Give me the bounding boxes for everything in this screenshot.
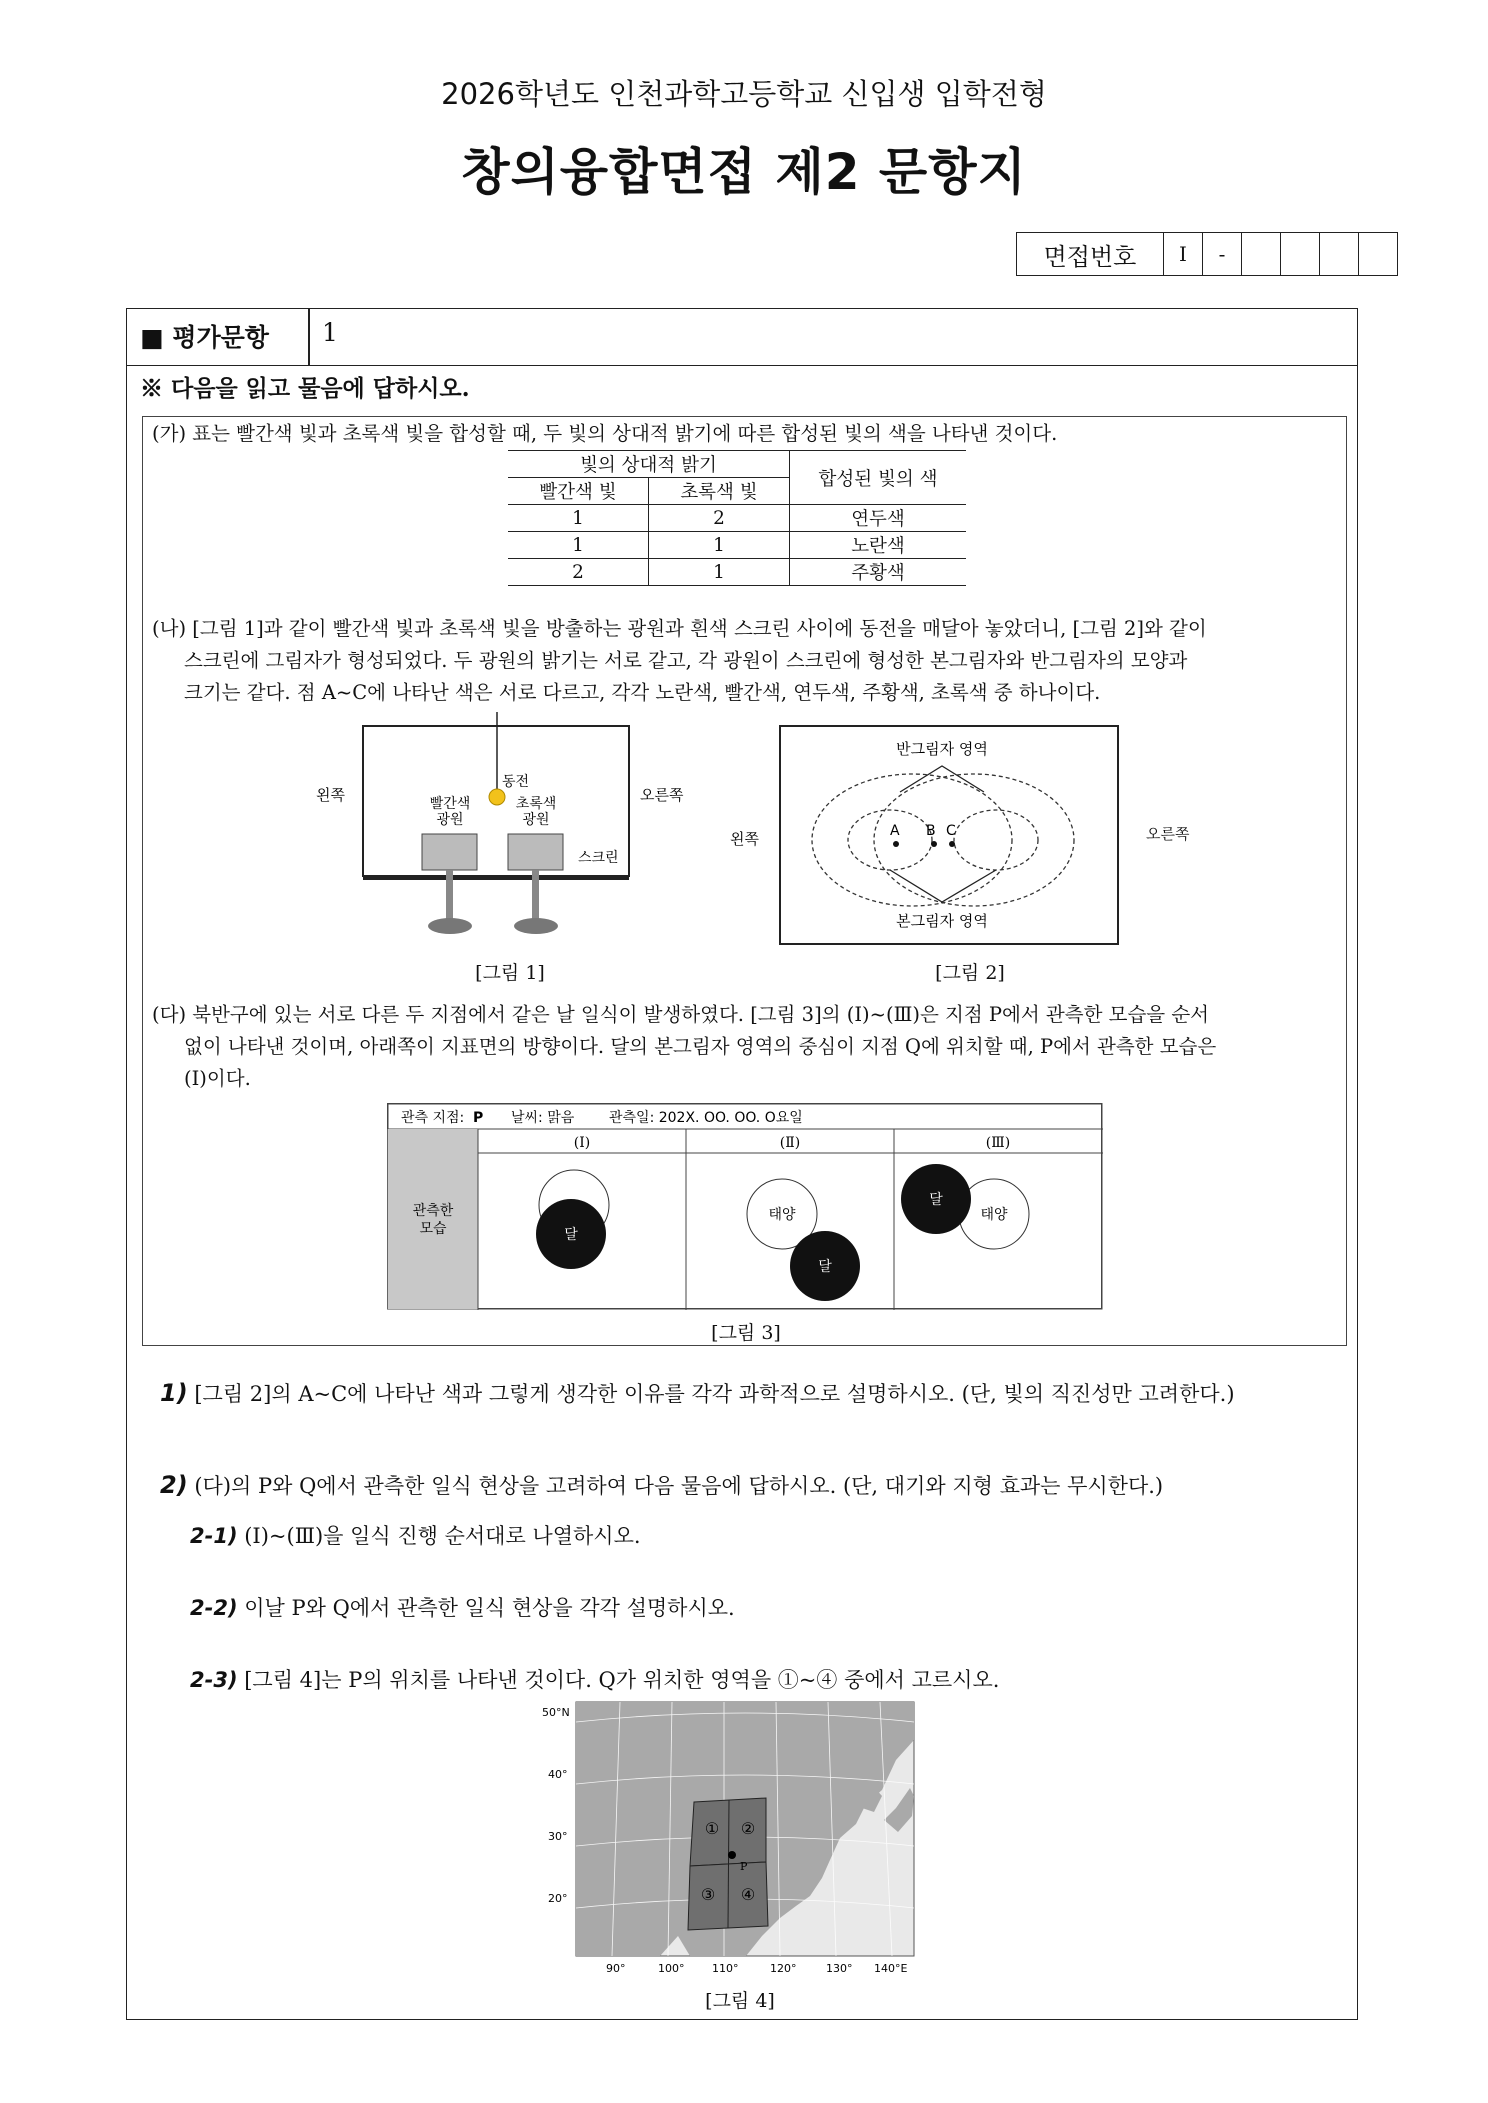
fig3-loc-value: P [473,1110,484,1126]
figure-2-caption: [그림 2] [935,962,1005,984]
passage-na-line1: (나) [그림 1]과 같이 빨간색 빛과 초록색 빛을 방출하는 광원과 흰색 스크린 사이에 동전을 매달아 놓았더니, [그림 2]와 같이 [152,617,1207,640]
region-1-label: ① [704,1819,720,1838]
fig2-left: 왼쪽 [730,830,759,848]
lon-130: 130° [826,1962,853,1975]
q1-text: [그림 2]의 A~C에 나타난 색과 그렇게 생각한 이유를 각각 과학적으로 설명하시오. (단, 빛의 직진성만 고려한다.) [194,1382,1235,1406]
figure-3-caption: [그림 3] [711,1322,781,1344]
id-cell-2: - [1202,233,1241,275]
fig3-row-label-2: 모습 [419,1221,447,1237]
q22-number: 2-2) [190,1596,238,1620]
figure-4 [540,1700,920,1980]
right-umbra [954,810,1038,870]
th-red: 빨간색 빛 [508,478,649,505]
fig3-date: 관측일: 202X. OO. OO. O요일 [609,1110,803,1126]
th-result: 합성된 빛의 색 [790,451,967,505]
id-label: 면접번호 [1043,242,1137,271]
label-a: A [890,823,900,839]
fig2-right: 오른쪽 [1146,825,1190,843]
point-p-label: P [740,1860,748,1873]
q23-text: [그림 4]는 P의 위치를 나타낸 것이다. Q가 위치한 영역을 ①~④ 중에서 고르시오. [244,1668,1000,1692]
fig3-col-3: (Ⅲ) [985,1135,1011,1151]
left-umbra [848,810,932,870]
question-header-row [126,308,1358,366]
figure-1 [300,712,720,948]
fig3-row-header-bg [388,1129,478,1309]
point-a [893,841,899,847]
passage-da-line3: (Ⅰ)이다. [184,1067,251,1090]
q22-text: 이날 P와 Q에서 관측한 일식 현상을 각각 설명하시오. [244,1596,735,1620]
fig3-col-2: (Ⅱ) [779,1135,801,1151]
fig3-weather: 날씨: 맑음 [511,1110,575,1126]
fig1-red-label-1: 빨간색 [429,796,471,812]
moon-3-label: 달 [929,1192,943,1208]
th-green: 초록색 빛 [680,482,758,503]
figure-4-caption: [그림 4] [705,1990,775,2012]
point-p [728,1851,736,1859]
id-cell-5 [1319,233,1358,275]
passage-na-line3: 크기는 같다. 점 A~C에 나타난 색은 서로 다르고, 각각 노란색, 빨간색, 연두색, 주황색, 초록색 중 하나이다. [184,681,1101,704]
q2-text: (다)의 P와 Q에서 관측한 일식 현상을 고려하여 다음 물음에 답하시오. (단, 대기와 지형 효과는 무시한다.) [194,1474,1164,1498]
lon-120: 120° [770,1962,797,1975]
lat-50: 50°N [542,1706,570,1719]
section-label: ■ 평가문항 [140,323,269,352]
moon-1-label: 달 [564,1227,578,1243]
green-light-source [508,834,563,870]
q23-number: 2-3) [190,1668,238,1692]
passage-da-line1: (다) 북반구에 있는 서로 다른 두 지점에서 같은 날 일식이 발생하였다. [그림 3]의 (Ⅰ)~(Ⅲ)은 지점 P에서 관측한 모습을 순서 [152,1003,1209,1026]
label-b: B [926,823,936,839]
th-brightness: 빛의 상대적 밝기 [508,451,790,478]
lat-40: 40° [548,1768,568,1781]
lon-140: 140°E [874,1962,908,1975]
fig1-screen-label: 스크린 [578,850,619,866]
cell-red: 1 [508,505,649,532]
cell-green: 1 [713,561,725,583]
label-c: C [946,823,956,839]
lon-100: 100° [658,1962,685,1975]
cell-result: 연두색 [790,505,967,532]
cell-green: 1 [713,534,725,556]
interview-number-box [1016,232,1398,276]
red-light-source [422,834,477,870]
passage-na-line2: 스크린에 그림자가 형성되었다. 두 광원의 밝기는 서로 같고, 각 광원이 스크린에 형성한 본그림자와 반그림자의 모양과 [184,649,1188,672]
exam-subtitle: 2026학년도 인천과학고등학교 신입생 입학전형 [441,77,1047,111]
q2-number: 2) [160,1471,188,1499]
q21-number: 2-1) [190,1524,238,1548]
right-penumbra [874,774,1074,906]
question-2 [160,1470,1163,1500]
cell-green: 2 [713,507,725,529]
fig3-row-label-1: 관측한 [412,1203,454,1219]
exam-title: 창의융합면접 제2 문항지 [461,143,1027,201]
id-cell-3 [1241,233,1280,275]
lon-90: 90° [606,1962,626,1975]
lat-30: 30° [548,1830,568,1843]
question-1 [160,1378,1235,1408]
region-2-label: ② [740,1819,756,1838]
question-2-1 [190,1520,641,1550]
fig1-red-label-2: 광원 [436,812,464,828]
umbra-label: 본그림자 영역 [896,912,988,930]
question-2-3 [190,1664,999,1694]
passage-da-line2: 없이 나타낸 것이며, 아래쪽이 지표면의 방향이다. 달의 본그림자 영역의 중심이 지점 Q에 위치할 때, P에서 관측한 모습은 [184,1035,1217,1058]
cell-result: 노란색 [790,532,967,559]
region-3-label: ③ [700,1885,716,1904]
passage-ga: (가) 표는 빨간색 빛과 초록색 빛을 합성할 때, 두 빛의 상대적 밝기에 따른 합성된 빛의 색을 나타낸 것이다. [152,422,1058,445]
red-stand-base [428,918,472,934]
instruction: ※ 다음을 읽고 물음에 답하시오. [140,375,470,402]
lon-110: 110° [712,1962,739,1975]
synthesis-table [508,450,966,586]
fig1-coin-label: 동전 [502,774,530,790]
fig3-loc-label: 관측 지점: [401,1110,465,1126]
penumbra-label: 반그림자 영역 [896,740,988,758]
id-cell-1: I [1163,233,1202,275]
fig1-left: 왼쪽 [316,786,345,804]
figure-2 [730,722,1130,948]
region-4-label: ④ [740,1885,756,1904]
section-number: 1 [322,318,338,347]
header-divider [308,308,310,366]
sun-2-label: 태양 [768,1207,796,1223]
sun-3-label: 태양 [980,1207,1008,1223]
id-cell-6 [1358,233,1397,275]
umbra-pointer [890,870,996,902]
cell-result: 주황색 [790,559,967,586]
moon-2-label: 달 [818,1259,832,1275]
left-penumbra [812,774,1012,906]
fig1-green-label-2: 광원 [522,812,550,828]
coin [489,789,505,805]
point-b [931,841,937,847]
q1-number: 1) [160,1379,188,1407]
green-stand-pole [532,870,539,922]
figure-1-caption: [그림 1] [475,962,545,984]
cell-red: 2 [508,559,649,586]
red-stand-pole [446,870,453,922]
cell-red: 1 [508,532,649,559]
q21-text: (Ⅰ)~(Ⅲ)을 일식 진행 순서대로 나열하시오. [244,1524,641,1548]
question-2-2 [190,1592,735,1622]
fig1-green-label-1: 초록색 [515,796,557,812]
figure-3 [387,1103,1103,1310]
fig1-right: 오른쪽 [640,786,684,804]
fig3-col-1: (Ⅰ) [573,1135,591,1151]
lat-20: 20° [548,1892,568,1905]
green-stand-base [514,918,558,934]
point-c [949,841,955,847]
id-cell-4 [1280,233,1319,275]
